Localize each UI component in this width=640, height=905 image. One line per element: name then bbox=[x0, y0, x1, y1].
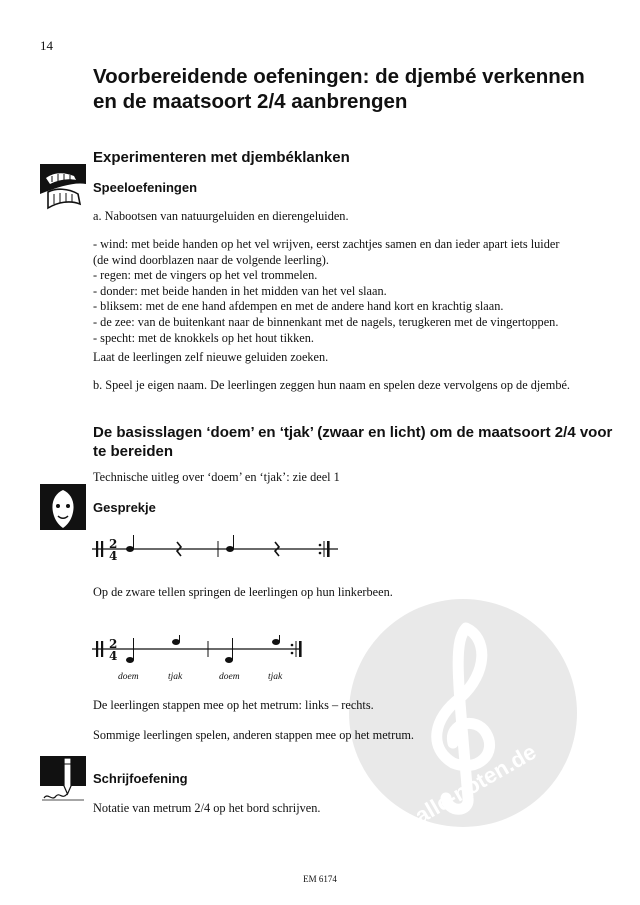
section-heading-line2: te bereiden bbox=[93, 443, 174, 460]
list-item: - regen: met de vingers op het vel trommelen. bbox=[93, 268, 318, 283]
item-b: b. Speel je eigen naam. De leerlingen zeggen hun naam en spelen deze vervolgens op de djembé. bbox=[93, 378, 571, 392]
list-item: - de zee: van de buitenkant naar de binnenkant met de nagels, terugkeren met de vingertoppen. bbox=[93, 314, 559, 329]
page-number: 14 bbox=[40, 38, 53, 53]
list-item: - bliksem: met de ene hand afdempen en met de andere hand kort en krachtig slaan. bbox=[93, 299, 504, 314]
intro-a: a. Nabootsen van natuurgeluiden en dierengeluiden. bbox=[93, 209, 349, 223]
subheading-speeloefeningen: Speeloefeningen bbox=[93, 180, 198, 195]
syllable: tjak bbox=[168, 672, 183, 682]
list-item: - wind: met beide handen op het vel wrijven, eerst zachtjes samen en dan ieder apart iets luider bbox=[93, 237, 560, 251]
list-item: - specht: met de knokkels op het hout tikken. bbox=[93, 330, 314, 345]
treble-clef-watermark bbox=[348, 598, 578, 828]
after-staff-2-a: De leerlingen stappen mee op het metrum: links – rechts. bbox=[93, 698, 374, 712]
footer-code: EM 6174 bbox=[303, 874, 337, 884]
page-title-line2: en de maatsoort 2/4 aanbrengen bbox=[93, 90, 408, 113]
svg-text:4: 4 bbox=[109, 649, 118, 663]
section-heading-line1: De basisslagen ‘doem’ en ‘tjak’ (zwaar en licht) om de maatsoort 2/4 voor bbox=[93, 424, 613, 441]
after-staff-2-b: Sommige leerlingen spelen, anderen stappen mee op het metrum. bbox=[93, 728, 414, 742]
talking-faces-icon bbox=[40, 484, 86, 530]
closing-text: Laat de leerlingen zelf nieuwe geluiden zoeken. bbox=[93, 350, 329, 364]
subheading-schrijfoefening: Schrijfoefening bbox=[93, 771, 188, 786]
page-title-line1: Voorbereidende oefeningen: de djembé verkennen bbox=[93, 65, 585, 88]
syllable: doem bbox=[219, 672, 240, 682]
schrijf-text: Notatie van metrum 2/4 op het bord schrijven. bbox=[93, 801, 321, 815]
after-staff-1: Op de zware tellen springen de leerlingen op hun linkerbeen. bbox=[93, 585, 393, 599]
hands-on-drum-icon bbox=[40, 164, 86, 210]
svg-text:2: 2 bbox=[109, 537, 118, 551]
section-heading-basisslagen bbox=[93, 423, 633, 461]
list-item: - donder: met beide handen in het midden van het vel slaan. bbox=[93, 283, 387, 298]
pencil-writing-icon bbox=[40, 756, 86, 802]
syllable: tjak bbox=[268, 672, 283, 682]
svg-text:2: 2 bbox=[109, 637, 118, 651]
technical-note: Technische uitleg over ‘doem’ en ‘tjak’: zie deel 1 bbox=[93, 470, 340, 484]
list-item: (de wind doorblazen naar de volgende leerling). bbox=[93, 252, 329, 267]
syllable: doem bbox=[118, 672, 139, 682]
rhythm-staff-1 bbox=[92, 533, 342, 565]
watermark-text: alle-noten.de bbox=[410, 738, 541, 828]
page-title bbox=[93, 64, 623, 114]
subheading-gesprekje: Gesprekje bbox=[93, 500, 156, 515]
section-heading-experimenteren: Experimenteren met djembéklanken bbox=[93, 149, 350, 166]
svg-text:4: 4 bbox=[109, 549, 118, 563]
sound-list bbox=[93, 237, 633, 346]
